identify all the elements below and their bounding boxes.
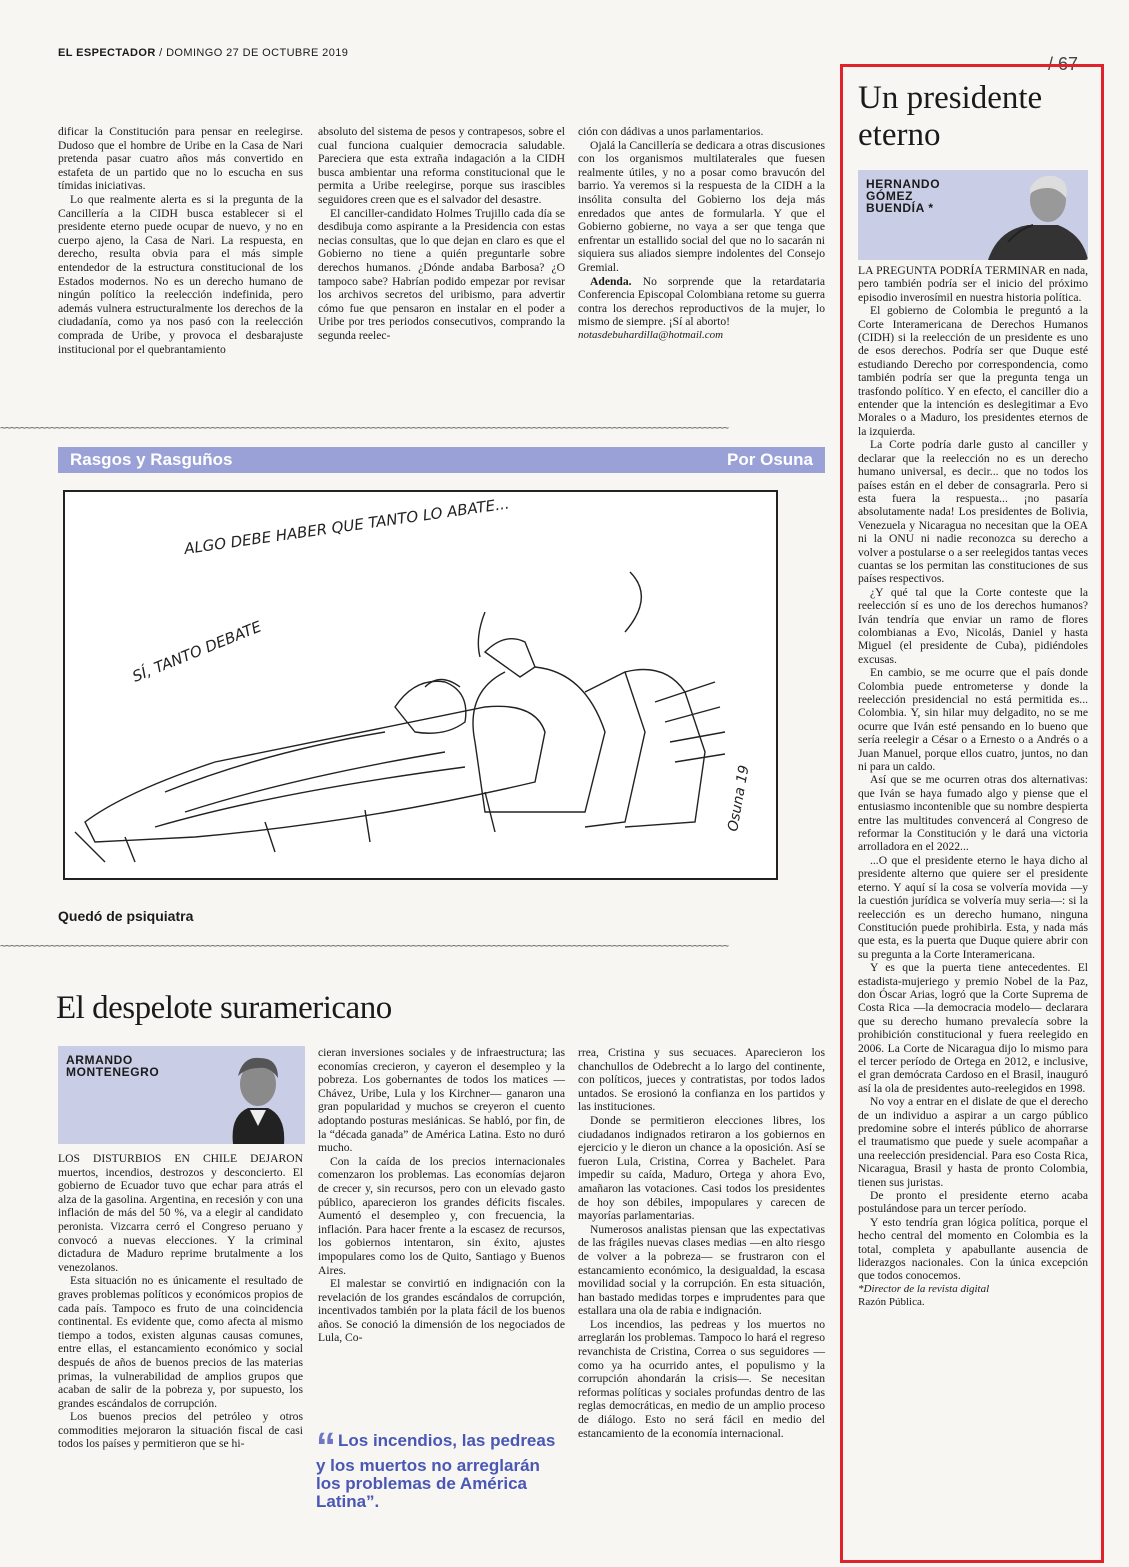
paragraph: Los incendios, las pedreas y los muertos no arreglarán los problemas. Tampoco lo hará el regreso revanchista de Cristina, Correa o sus seguidores —como ya ha ocurrido antes, el populismo y la corrupción ahondarán la crisis—. Se necesitan reformas políticas y sociales profundas dentro de las reglas democráticas, en medio de un amplio proceso de diálogo. Esto no será fácil en medio del estancamiento de la economía internacional.	[578, 1317, 825, 1440]
cartoon-section-bar	[58, 447, 825, 473]
adenda-label: Adenda.	[590, 274, 632, 288]
cartoonist: Por Osuna	[727, 450, 813, 469]
section-title: Rasgos y Rasguños	[70, 450, 233, 469]
paragraph: Y esto tendría gran lógica política, porque el hecho central del momento en Colombia es la total, completa y apabullante ausencia de liderazgos nacionales. Con la única excepción que todos conocemos.	[858, 1215, 1088, 1283]
paragraph-text: muertos, incendios, destrozos y desconcierto. El gobierno de Ecuador tuvo que echar para atrás el alza de la gasolina. Argentina, en recesión y con una inflación de más del 50 %, va a elegir al candidato peronista. Vizcarra cerró el Congreso peruano y convocó a nuevas elecciones. Y la criminal dictadura de Maduro reprime brutalmente a los venezolanos.	[58, 1165, 303, 1274]
footnote-source: Razón Pública.	[858, 1296, 925, 1309]
cartoon-signature: Osuna 19	[725, 764, 753, 833]
quote-mark-icon: “	[316, 1425, 336, 1469]
wavy-divider: ~~~~~~~~~~~~~~~~~~~~~~~~~~~~~~~~~~~~~~~~~~~~~~~~~~~~~~~~~~~~~~~~~~~~~~~~~~~~~~~~~~~~~~~~~~~~~~~~~~~~~~~~~~~~~~~~~~~~~~~~~~~~~~~~~~~~~~~~~~~~~~~~~	[0, 425, 728, 433]
lead-in: LOS DISTURBIOS EN CHILE DEJARON	[58, 1152, 303, 1165]
article-2-col-3	[578, 1046, 825, 1440]
author-portrait	[208, 1046, 305, 1144]
paragraph: absoluto del sistema de pesos y contrapesos, sobre el cual funciona cualquier democracia saludable. Pareciera que esta extraña indagación a la CIDH busca ambientar una reforma constitucional que le permita a Uribe reelegirse, porque sus irascibles seguidores creen que es el salvador del desastre.	[318, 125, 565, 206]
speech-bubble-2: SÍ, TANTO DEBATE	[129, 617, 265, 686]
paragraph: La Corte podría darle gusto al canciller y declarar que la reelección no es un derecho humano universal, es decir... que no todos los países están en el deber de consagrarla. Pero si esta fuera la respuesta... ¡no pasaría absolutamente nada! Los presidentes de Bolivia, Venezuela y Nicaragua no necesitan que la OEA ni la ONU ni nadie reconozca su derecho a volver a postularse o a ser reelegidos tantas veces cuantas se los permitan las constituciones de sus países respectivos.	[858, 438, 1088, 586]
top-article-col-2	[318, 125, 565, 343]
article-1-body	[858, 264, 1088, 1310]
article-2-byline	[58, 1046, 305, 1144]
paragraph: El gobierno de Colombia le preguntó a la Corte Interamericana de Derechos Humanos (CIDH) si la reelección de un presidente es uno de esos derechos. Podría ser que Duque esté estudiando Derecho por correspondencia, como también podría ser que la pregunta tenga un trasfondo político. Y en efecto, el canciller dio a entender que la intención es deslegitimar a Evo Morales o a Maduro, los presidentes eternos de la izquierda.	[858, 304, 1088, 438]
article-2-col-1	[58, 1152, 303, 1451]
paragraph: El malestar se convirtió en indignación con la revelación de los grandes escándalos de corrupción, incentivados también por la plata fácil de los buenos años. Se conoció la dimensión de los negociados de Lula, Co-	[318, 1277, 565, 1345]
paragraph	[58, 1152, 303, 1274]
article-1-headline: Un presidente eterno	[858, 80, 1043, 153]
paragraph: Numerosos analistas piensan que las expectativas de las frágiles nuevas clases medias —en alto riesgo de volver a la pobreza— se frustraron con el estancamiento económico, la desigualdad, la escasa movilidad social y la corrupción. En esta situación, han bastado medidas torpes e imprudentes para que estallara una ola de rabia e indignación.	[578, 1222, 825, 1318]
paragraph: dificar la Constitución para pensar en reelegirse. Dudoso que el hombre de Uribe en la Casa de Nari pretenda pasar cuatro años más convertido en estafeta de un partido que no lo escucha en sus tímidas iniciativas.	[58, 125, 303, 193]
paragraph: ...O que el presidente eterno le haya dicho al presidente alterno que quiere ser el presidente eterno. Y aquí sí la cosa se volvería movida —y la cuestión jurídica se volvería muy seria—: si la reelección es un derecho humano, ninguna Constitución puede prohibirla. Esta, y nada más que esta, es la puerta que Duque quiere abrir con su pregunta a la Corte Interamericana.	[858, 853, 1088, 961]
paragraph	[858, 264, 1088, 304]
paragraph: Donde se permitieron elecciones libres, los ciudadanos indignados retiraron a los gobiernos en ejercicio y le dieron un chance a la oposición. Así se fueron Lula, Cristina, Correa y Bachelet. Para impedir su caída, Maduro, Ortega y ahora Evo, amañaron las votaciones. Casi todos los presidentes de hoy son débiles, impopulares y carecen de mayorías parlamentarias.	[578, 1113, 825, 1223]
paragraph: Los buenos precios del petróleo y otros commodities mejoraron la situación fiscal de casi todos los países y permitieron que se hi-	[58, 1410, 303, 1451]
paragraph: Con la caída de los precios internacionales comenzaron los problemas. Las economías dejaron de crecer y, sin recursos, pero con un elevado gasto público, aparecieron los grandes déficits fiscales. Aumentó el desempleo y, con frecuencia, la inflación. Para hacer frente a la escasez de recursos, los gobiernos intentaron, sin éxito, ajustes impopulares como los de Quito, Santiago y Buenos Aires.	[318, 1154, 565, 1277]
footnote-text: *Director de la revista digital	[858, 1282, 990, 1295]
paragraph: Lo que realmente alerta es si la pregunta de la Cancillería a la CIDH busca establecer si el presidente eterno puede ocupar de nuevo, y no en cuerpo ajeno, la Casa de Nari. La respuesta, en derecho, resulta obvia para el más simple entendedor de la estructura constitucional de los Estados modernos. No es un derecho humano de ningún político la reelección indefinida, pero además vulnera estructuralmente los derechos de la ciudadanía, como ya nos pasó con la reelección comprada de Uribe, y provoca el desbarajuste institucional por el quebrantamiento	[58, 192, 303, 356]
pull-quote	[316, 1425, 566, 1511]
paragraph: ción con dádivas a unos parlamentarios.	[578, 125, 764, 138]
paper-name: EL ESPECTADOR	[58, 47, 156, 59]
article-2-col-2	[318, 1046, 565, 1345]
author-portrait	[978, 170, 1088, 260]
lead-in: LA PREGUNTA PODRÍA TERMINAR	[858, 264, 1046, 277]
paragraph: Ojalá la Cancillería se dedicara a otras discusiones con los organismos multilaterales que fuesen realmente útiles, y no a posar como bravucón del barrio. Ya veremos si la respuesta de la CIDH a la insólita consulta del Gobierno los deja más enredados que antes de formularla. Y que el Gobierno gobierne, no vaya a ser que tenga que enfrentar un estallido social del que no lo sacarán ni siquiera sus aliados siempre indolentes del Consejo Gremial.	[578, 138, 825, 274]
paragraph: Esta situación no es únicamente el resultado de graves problemas políticos y económicos propios de cada país. Tampoco es fruto de una coincidencia continental. Es evidente que, como afecta al mismo tiempo a todos, existen algunas causas comunes, entre ellas, el estancamiento económico y social después de años de buenos precios de las materias primas, la vulnerabilidad de amplios grupos que acaban de salir de la pobreza y, por supuesto, los grandes escándalos de corrupción.	[58, 1274, 303, 1410]
author-name: ARMANDO MONTENEGRO	[66, 1053, 160, 1079]
paragraph: cieran inversiones sociales y de infraestructura; las economías crecieron, y cayeron el desempleo y la pobreza. Los gobernantes de todos los matices —Chávez, Uribe, Lula y los Kirchner— ganaron una gran popularidad y muchos se creyeron el cuento adoptando posturas mesiánicas. Se habló, por fin, de la “década ganada” de América Latina. Esto no duró mucho.	[318, 1046, 565, 1155]
paragraph: El canciller-candidato Holmes Trujillo cada día se desdibuja como aspirante a la Presidencia con estas necias consultas, que lo que dejan en claro es que el Gobierno no tiene a quién preguntarle sobre derechos humanos. ¿Dónde andaba Barbosa? ¿O tampoco sabe? Habrían podido empezar por revisar los archivos secretos del uribismo, para advertir cómo fue que pensaron en instalar en el poder a Uribe por tres periodos consecutivos, comprando la segunda reelec-	[318, 206, 565, 342]
wavy-divider: ~~~~~~~~~~~~~~~~~~~~~~~~~~~~~~~~~~~~~~~~~~~~~~~~~~~~~~~~~~~~~~~~~~~~~~~~~~~~~~~~~~~~~~~~~~~~~~~~~~~~~~~~~~~~~~~~~~~~~~~~~~~~~~~~~~~~~~~~~~~~~~~~~	[0, 943, 728, 951]
cartoon-image	[63, 490, 778, 880]
article-1-byline	[858, 170, 1088, 260]
page-number: / 67	[1048, 54, 1079, 74]
issue-date: / DOMINGO 27 DE OCTUBRE 2019	[159, 47, 349, 59]
adenda-paragraph	[578, 275, 825, 329]
top-article-col-3	[578, 125, 825, 343]
paragraph: Así que se me ocurren otras dos alternativas: que Iván se haya fumado algo y piense que el entusiasmo incontenible que su nombre despierta entre las multitudes convencerá al Congreso de reformar la Constitución y le dará una victoria arrolladora en el 2022...	[858, 773, 1088, 854]
author-name: HERNANDO GÓMEZ BUENDÍA *	[866, 177, 941, 215]
paragraph: De pronto el presidente eterno acaba postulándose para un tercer período.	[858, 1189, 1088, 1216]
paragraph: No voy a entrar en el dislate de que el derecho de un individuo a aspirar a un cargo público predomine sobre el interés público de ahorrarse el traumatismo que puede y suele acompañar a una reelección presidencial. Para eso Costa Rica, Nicaragua, Brasil y hasta de pronto Colombia, tienen sus juristas.	[858, 1095, 1088, 1189]
paragraph: ¿Y qué tal que la Corte conteste que la reelección sí es uno de los derechos humanos? Iván tendría que enviar un ramo de flores colombianas a Evo, Nicolás, Daniel y hasta Miguel (el presidente de Cuba), pidiéndoles excusas.	[858, 585, 1088, 666]
paragraph: rrea, Cristina y sus secuaces. Aparecieron los chanchullos de Odebrecht a lo largo del continente, con políticos, jueces y contratistas, por todos lados untados. Se erosionó la confianza en los partidos y las instituciones.	[578, 1046, 825, 1114]
author-footnote	[858, 1283, 1088, 1310]
cartoon-caption: Quedó de psiquiatra	[58, 908, 194, 924]
speech-bubble-1: ALGO DEBE HABER QUE TANTO LO ABATE...	[183, 494, 511, 558]
paragraph: En cambio, se me ocurre que el país donde Colombia puede entrometerse y donde la reelección presidencial no está permitida es... Colombia. Y, sin hilar muy delgadito, no se me ocurre que Iván esté pensando en lo bueno que sería reelegir a César o a Ernesto o a Andrés o a Juan Manuel, porque ellos cuatro, juntos, no dan ni para un caldo.	[858, 666, 1088, 774]
paragraph: Y es que la puerta tiene antecedentes. El estadista-mujeriego y premio Nobel de la Paz, don Óscar Arias, logró que la Corte Suprema de Costa Rica —la democracia modelo— declarara que su derecho humano prevalecía sobre la prohibición constitucional y fuera reelegido en 2006. La Corte de Nicaragua dijo lo mismo para el tercer período de Ortega en 2012, e inclusive, el gran demócrata Cardoso en el Brasil, inauguró así la ola de presidentes auto-reelegidos en 1998.	[858, 961, 1088, 1095]
paragraph-text: en nada, pero también podría ser el inicio del próximo episodio inverosímil en nuestra historia política.	[858, 264, 1088, 304]
author-email: notasdebuhardilla@hotmail.com	[578, 328, 724, 341]
pull-quote-text: Los incendios, las pedreas y los muertos no arreglarán los problemas de América Latina”.	[316, 1431, 556, 1511]
top-article-col-1	[58, 125, 303, 356]
masthead	[58, 47, 348, 59]
adenda-text: No sorprende que la retardataria Conferencia Episcopal Colombiana retome su guerra contra los derechos reproductivos de la mujer, lo mismo de siempre. ¡Sí al aborto!	[578, 274, 825, 329]
article-2-headline: El despelote suramericano	[56, 990, 392, 1026]
cartoon-drawing	[65, 492, 776, 878]
